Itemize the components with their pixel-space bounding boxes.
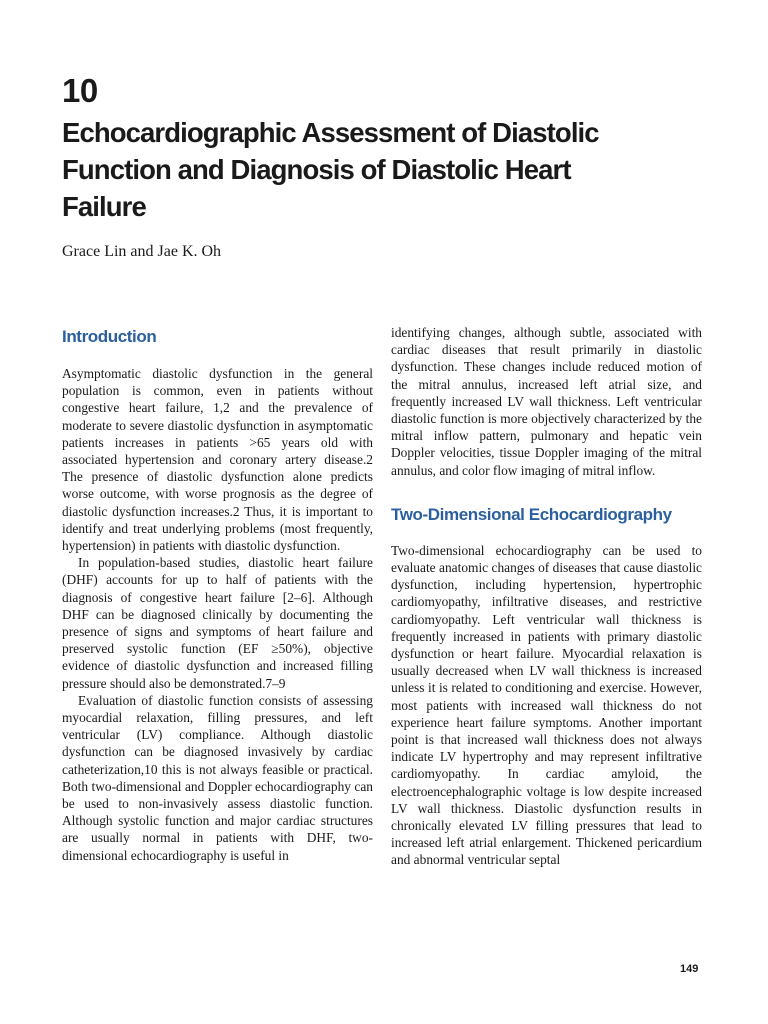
left-column [62,324,373,864]
chapter-number: 10 [62,72,98,109]
two-dimensional-heading: Two-Dimensional Echocardiography [391,504,672,524]
introduction-paragraph-2: In population-based studies, diastolic heart failure (DHF) accounts for up to half of patients with the diagnosis of congestive heart failure [2–6]. Although DHF can be diagnosed clinically by documenting the presence of signs and symptoms of heart failure and preserved systolic function (EF ≥50%), objective evidence of diastolic dysfunction and increased filling pressure should also be demonstrated.7–9 [62,555,373,691]
introduction-paragraph-3: Evaluation of diastolic function consists of assessing myocardial relaxation, filling pressures, and left ventricular (LV) compliance. Although diastolic dysfunction can be diagnosed invasively by cardiac catheterization,10 this is not always feasible or practical. Both two-dimensional and Doppler echocardiography can be used to non-invasively assess diastolic function. Although systolic function and major cardiac structures are usually normal in patients with DHF, two-dimensional echocardiography is useful in [62,692,373,863]
page-number: 149 [680,963,699,975]
chapter-authors: Grace Lin and Jae K. Oh [62,243,222,260]
introduction-paragraph-1: Asymptomatic diastolic dysfunction in the general population is common, even in patients without congestive heart failure, 1,2 and the prevalence of moderate to severe diastolic dysfunction in asymptomatic patients increases in patients >65 years old with associated hypertension and coronary artery disease.2 The presence of diastolic dysfunction alone predicts worse outcome, with worse prognosis as the degree of diastolic dysfunction increases.2 Thus, it is important to identify and treat underlying problems (most frequently, hypertension) in patients with diastolic dysfunction. [62,366,373,554]
right-column [391,324,702,869]
two-dimensional-paragraph-1: Two-dimensional echocardiography can be used to evaluate anatomic changes of diseases that cause diastolic dysfunction, including hypertension, hypertrophic cardiomyopathy, infiltrative diseases, and restrictive cardiomyopathy. Left ventricular wall thickness is frequently increased in patients with primary diastolic dysfunction or heart failure. Myocardial relaxation is usually decreased when LV wall thickness is increased unless it is related to conditioning and exercise. However, most patients with increased wall thickness do not experience heart failure symptoms. Another important point is that increased wall thickness does not always indicate LV hypertrophy and may represent infiltrative cardiomyopathy. In cardiac amyloid, the electroencephalographic voltage is low despite increased LV wall thickness. Diastolic dysfunction results in chronically elevated LV filling pressures that lead to increased left atrial enlargement. Thickened pericardium and abnormal ventricular septal [391,542,702,868]
introduction-heading: Introduction [62,327,157,346]
chapter-title: Echocardiographic Assessment of Diastolic Function and Diagnosis of Diastolic Heart Failure [62,117,599,222]
introduction-continuation: identifying changes, although subtle, associated with cardiac diseases that result primarily in diastolic dysfunction. These changes include reduced motion of the mitral annulus, increased left atrial size, and frequently increased LV wall thickness. Left ventricular diastolic function is more objectively characterized by the mitral inflow pattern, pulmonary and hepatic vein Doppler velocities, tissue Doppler imaging of the mitral annulus, and color flow imaging of mitral inflow. [391,325,702,478]
